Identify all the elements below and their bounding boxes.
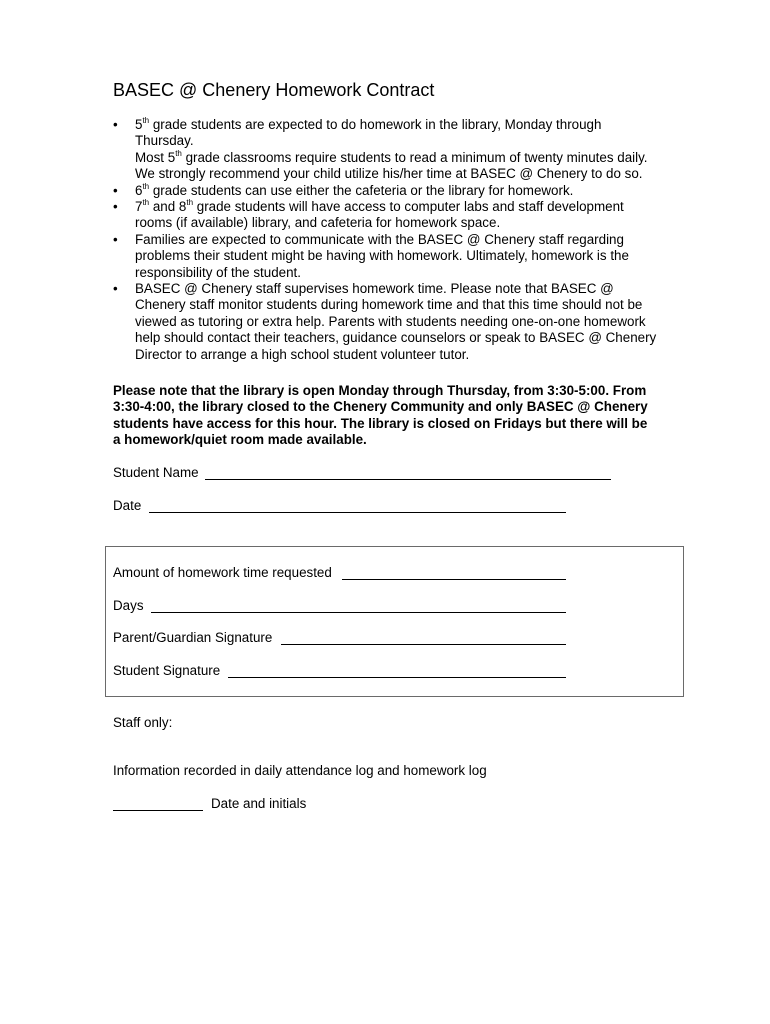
- bullet-line: [135, 199, 693, 215]
- days-label: Days: [113, 598, 144, 613]
- homework-time-line[interactable]: [342, 579, 566, 580]
- bullet-dot: •: [113, 231, 118, 247]
- bullet-dot: •: [113, 182, 118, 198]
- bullet-list: [113, 117, 693, 363]
- ordinal-suffix: th: [186, 198, 194, 208]
- bullet-item-staff-supervision: [113, 281, 693, 363]
- staff-info-text: Information recorded in daily attendance log and homework log: [113, 763, 487, 778]
- bullet-line: viewed as tutoring or extra help. Parents with students needing one-on-one homework: [135, 313, 646, 329]
- grade-number: 5: [135, 117, 143, 132]
- notice-line: students have access for this hour. The library is closed on Fridays but there will be: [113, 415, 648, 431]
- days-line[interactable]: [151, 612, 566, 613]
- notice-line: 3:30-4:00, the library closed to the Chenery Community and only BASEC @ Chenery: [113, 399, 648, 415]
- date-label: Date: [113, 498, 142, 513]
- bullet-text: grade students will have access to computer labs and staff development: [193, 199, 624, 215]
- homework-time-label: Amount of homework time requested: [113, 565, 332, 580]
- bullet-line: [135, 183, 693, 199]
- bullet-text: grade students are expected to do homework in the library, Monday through: [149, 117, 602, 132]
- grade-number: 6: [135, 182, 143, 198]
- bullet-line: Thursday.: [135, 133, 194, 149]
- parent-signature-line[interactable]: [281, 644, 566, 645]
- bullet-text: grade students can use either the cafeteria or the library for homework.: [149, 182, 574, 198]
- bullet-item-6th-grade: [113, 183, 693, 199]
- bullet-line: help should contact their teachers, guidance counselors or speak to BASEC @ Chenery: [135, 330, 657, 346]
- bullet-text: grade classrooms require students to read a minimum of twenty minutes daily.: [181, 149, 648, 165]
- bullet-text: and 8: [149, 199, 187, 215]
- ordinal-suffix: th: [142, 198, 150, 208]
- bullet-line: [135, 150, 693, 166]
- document-title: BASEC @ Chenery Homework Contract: [113, 80, 435, 100]
- bullet-line: responsibility of the student.: [135, 264, 301, 280]
- grade-number: 7: [135, 199, 143, 215]
- library-notice: [113, 383, 693, 449]
- staff-only-heading: Staff only:: [113, 715, 173, 730]
- bullet-line: Chenery staff monitor students during homework time and that this time should not be: [135, 297, 643, 313]
- parent-signature-label: Parent/Guardian Signature: [113, 630, 273, 645]
- bullet-line: BASEC @ Chenery staff supervises homework time. Please note that BASEC @: [135, 281, 614, 297]
- bullet-dot: •: [113, 281, 118, 297]
- bullet-text: Most 5: [135, 149, 176, 165]
- bullet-line: We strongly recommend your child utilize his/her time at BASEC @ Chenery to do so.: [135, 166, 643, 182]
- ordinal-suffix: th: [142, 116, 150, 125]
- bullet-line: Families are expected to communicate with the BASEC @ Chenery staff regarding: [135, 231, 624, 247]
- bullet-dot: •: [113, 117, 118, 132]
- student-name-label: Student Name: [113, 465, 199, 480]
- notice-line: a homework/quiet room made available.: [113, 432, 367, 448]
- bullet-item-5th-grade: [113, 117, 693, 183]
- bullet-item-7th-8th-grade: [113, 199, 693, 232]
- bullet-item-families: [113, 232, 693, 281]
- ordinal-suffix: th: [142, 181, 150, 191]
- student-signature-line[interactable]: [228, 677, 566, 678]
- ordinal-suffix: th: [175, 148, 182, 158]
- date-line[interactable]: [149, 512, 566, 513]
- bullet-dot: •: [113, 199, 118, 215]
- bullet-line: rooms (if available) library, and cafeteria for homework space.: [135, 215, 501, 231]
- date-initials-line[interactable]: [113, 810, 203, 811]
- student-name-line[interactable]: [205, 479, 611, 480]
- student-signature-label: Student Signature: [113, 663, 221, 678]
- bullet-line: problems their student might be having with homework. Ultimately, homework is the: [135, 248, 629, 264]
- bullet-line: Director to arrange a high school student volunteer tutor.: [135, 346, 470, 362]
- bullet-line: [135, 117, 693, 133]
- date-initials-label: Date and initials: [211, 796, 307, 811]
- notice-line: Please note that the library is open Monday through Thursday, from 3:30-5:00. From: [113, 383, 647, 398]
